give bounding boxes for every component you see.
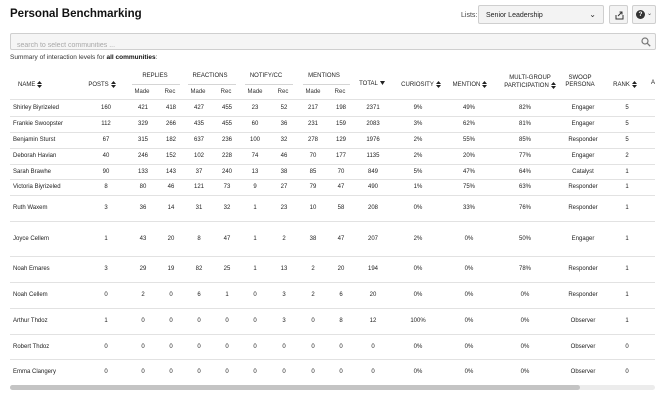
cell-multigroup: 64%	[518, 169, 531, 175]
cell-multigroup: 0%	[520, 369, 530, 375]
cell-rea-made: 0	[197, 318, 201, 324]
group-divider-reactions	[188, 84, 236, 85]
cell-not-rec: 2	[282, 236, 286, 242]
cell-total: 20	[369, 292, 377, 298]
table-row[interactable]	[10, 116, 655, 132]
cell-rep-rec: 0	[169, 292, 173, 298]
cell-rep-rec: 182	[165, 137, 176, 143]
cell-men-made: 0	[311, 318, 315, 324]
cell-men-rec: 0	[339, 369, 343, 375]
export-button[interactable]	[609, 5, 628, 24]
cell-multigroup: 0%	[520, 344, 530, 350]
search-input[interactable]	[11, 38, 611, 53]
cell-rea-rec: 0	[225, 344, 229, 350]
cell-not-rec: 32	[280, 137, 288, 143]
table-row[interactable]	[10, 334, 655, 359]
cell-multigroup: 63%	[518, 184, 531, 190]
cell-mention: 0%	[464, 236, 474, 242]
cell-rep-made: 315	[137, 137, 148, 143]
cell-persona: Responder	[568, 266, 598, 272]
cell-curiosity: 9%	[413, 105, 423, 111]
cell-men-made: 70	[309, 153, 317, 159]
cell-rea-rec: 47	[223, 236, 231, 242]
cell-multigroup: 85%	[518, 137, 531, 143]
cell-mention: 55%	[462, 137, 475, 143]
help-button[interactable]	[632, 5, 656, 24]
cell-rea-rec: 0	[225, 369, 229, 375]
cell-curiosity: 2%	[413, 137, 423, 143]
cell-rea-made: 0	[197, 344, 201, 350]
export-icon	[615, 11, 624, 20]
cell-men-made: 10	[309, 205, 317, 211]
cell-rea-made: 37	[195, 169, 203, 175]
column-header-total-text: TOTAL	[359, 81, 378, 87]
search-icon[interactable]	[641, 37, 651, 47]
cell-name: Ruth Waxem	[13, 205, 48, 211]
subheader-replies-made: Made	[134, 89, 150, 95]
cell-persona: Responder	[568, 205, 598, 211]
subheader-mentions-rec: Rec	[334, 89, 346, 95]
cell-posts: 90	[102, 169, 110, 175]
cell-rep-made: 36	[139, 205, 147, 211]
cell-curiosity: 0%	[413, 369, 423, 375]
cell-rea-made: 31	[195, 205, 203, 211]
column-header-replies	[130, 73, 180, 80]
cell-name: Noah Emares	[13, 266, 50, 272]
sort-icon[interactable]	[632, 81, 637, 88]
cell-not-rec: 3	[282, 292, 286, 298]
cell-rea-rec: 32	[223, 205, 231, 211]
cell-men-rec: 70	[337, 169, 345, 175]
cell-not-made: 1	[253, 205, 257, 211]
cell-rep-made: 329	[137, 121, 148, 127]
cell-persona: Engager	[571, 121, 595, 127]
cell-not-made: 9	[253, 184, 257, 190]
cell-mention: 47%	[462, 169, 475, 175]
cell-rea-made: 427	[193, 105, 204, 111]
cell-rank: 1	[625, 184, 629, 190]
subheader-notify-made: Made	[247, 89, 263, 95]
cell-rank: 5	[625, 121, 629, 127]
cell-rep-rec: 19	[167, 266, 175, 272]
cell-rea-made: 121	[193, 184, 204, 190]
cell-rep-rec: 143	[165, 169, 176, 175]
group-divider-replies	[132, 84, 180, 85]
chevron-down-icon: ⌄	[589, 10, 596, 19]
cell-name: Emma Clangery	[13, 369, 57, 375]
column-header-swoop-line1: SWOOP	[568, 75, 592, 81]
cell-mention: 75%	[462, 184, 475, 190]
cell-not-rec: 0	[282, 369, 286, 375]
cell-rep-rec: 0	[169, 318, 173, 324]
cell-not-rec: 46	[280, 153, 288, 159]
cell-curiosity: 0%	[413, 205, 423, 211]
table-row[interactable]	[10, 99, 655, 116]
cell-not-rec: 13	[280, 266, 288, 272]
cell-men-rec: 58	[337, 205, 345, 211]
cell-rep-rec: 152	[165, 153, 176, 159]
cell-not-made: 60	[251, 121, 259, 127]
cell-posts: 8	[104, 184, 108, 190]
cell-not-made: 0	[253, 292, 257, 298]
summary-text: Summary of interaction levels for all communities:	[10, 54, 158, 61]
cell-not-rec: 27	[280, 184, 288, 190]
cell-curiosity: 3%	[413, 121, 423, 127]
cell-posts: 112	[101, 121, 111, 127]
cell-total: 2083	[366, 121, 380, 127]
column-header-reactions-text: REACTIONS	[192, 73, 228, 79]
cell-rea-made: 435	[193, 121, 204, 127]
column-header-posts[interactable]	[82, 81, 122, 89]
cell-not-made: 0	[253, 369, 257, 375]
cell-not-made: 0	[253, 318, 257, 324]
cell-rep-made: 2	[141, 292, 145, 298]
cell-curiosity: 0%	[413, 344, 423, 350]
cell-persona: Observer	[570, 344, 596, 350]
table-row[interactable]	[10, 179, 655, 195]
cell-persona: Responder	[568, 292, 598, 298]
cell-mention: 0%	[464, 344, 474, 350]
subheader-reactions-rec: Rec	[220, 89, 232, 95]
cell-mention: 62%	[462, 121, 475, 127]
column-header-more-text: A	[650, 80, 655, 86]
cell-rea-rec: 240	[221, 169, 232, 175]
cell-name: Benjamin Sturst	[13, 137, 56, 143]
cell-multigroup: 50%	[518, 236, 531, 242]
cell-total: 2371	[366, 105, 380, 111]
cell-men-rec: 8	[339, 318, 343, 324]
column-header-posts-text: POSTS	[88, 82, 109, 89]
cell-rank: 1	[625, 169, 629, 175]
cell-not-made: 1	[253, 266, 257, 272]
lists-label: Lists:	[461, 12, 478, 19]
column-header-mentions	[299, 73, 349, 80]
sort-icon[interactable]	[37, 81, 42, 88]
cell-men-made: 231	[307, 121, 318, 127]
table-row[interactable]	[10, 164, 655, 179]
column-header-name[interactable]	[18, 81, 58, 89]
cell-rep-rec: 20	[167, 236, 175, 242]
cell-name: Robert Thdoz	[13, 344, 50, 350]
subheader-replies-rec: Rec	[164, 89, 176, 95]
cell-rep-rec: 418	[165, 105, 176, 111]
cell-rea-rec: 73	[223, 184, 231, 190]
cell-rep-made: 0	[141, 369, 145, 375]
cell-posts: 1	[104, 318, 108, 324]
cell-rep-rec: 0	[169, 344, 173, 350]
table-row[interactable]	[10, 148, 655, 164]
cell-rank: 1	[625, 318, 629, 324]
table-row[interactable]	[10, 132, 655, 148]
cell-curiosity: 2%	[413, 236, 423, 242]
column-header-curiosity[interactable]	[396, 81, 446, 89]
page-title: Personal Benchmarking	[10, 8, 142, 20]
cell-persona: Engager	[571, 105, 595, 111]
cell-not-rec: 38	[280, 169, 288, 175]
cell-posts: 67	[102, 137, 110, 143]
cell-rank: 5	[625, 105, 629, 111]
cell-rea-rec: 228	[221, 153, 232, 159]
cell-rep-made: 0	[141, 318, 145, 324]
cell-men-made: 217	[307, 105, 318, 111]
cell-mention: 0%	[464, 266, 474, 272]
cell-rep-made: 43	[139, 236, 147, 242]
cell-mention: 0%	[464, 369, 474, 375]
sort-desc-icon[interactable]	[380, 81, 385, 85]
cell-posts: 160	[100, 105, 111, 111]
cell-rea-made: 637	[193, 137, 204, 143]
cell-rea-rec: 25	[223, 266, 231, 272]
cell-curiosity: 0%	[413, 292, 423, 298]
cell-not-made: 1	[253, 236, 257, 242]
cell-curiosity: 0%	[413, 266, 423, 272]
cell-men-made: 0	[311, 369, 315, 375]
column-header-swoop	[555, 75, 605, 89]
cell-total: 0	[371, 369, 375, 375]
column-header-mention[interactable]	[445, 81, 495, 89]
lists-dropdown[interactable]	[478, 5, 604, 24]
cell-name: Arthur Thdoz	[13, 318, 48, 324]
column-header-mention-text: MENTION	[452, 82, 481, 89]
cell-posts: 0	[104, 344, 108, 350]
cell-multigroup: 0%	[520, 292, 530, 298]
cell-not-rec: 23	[280, 205, 288, 211]
cell-name: Sarah Brawhe	[13, 169, 52, 175]
cell-total: 0	[371, 344, 375, 350]
cell-rea-rec: 455	[221, 121, 232, 127]
table-row[interactable]	[10, 308, 655, 334]
cell-posts: 1	[104, 236, 108, 242]
cell-multigroup: 81%	[518, 121, 531, 127]
cell-rep-made: 133	[137, 169, 148, 175]
table-row[interactable]	[10, 282, 655, 308]
cell-men-made: 38	[309, 236, 317, 242]
cell-not-rec: 3	[282, 318, 286, 324]
cell-men-rec: 177	[335, 153, 346, 159]
cell-persona: Catalyst	[572, 169, 594, 175]
table-row[interactable]	[10, 195, 655, 221]
lists-selected-value: Senior Leadership	[486, 12, 543, 19]
cell-not-made: 13	[251, 169, 259, 175]
cell-rea-made: 82	[195, 266, 203, 272]
cell-rep-rec: 14	[167, 205, 175, 211]
cell-men-rec: 6	[339, 292, 343, 298]
cell-mention: 20%	[462, 153, 475, 159]
sort-icon[interactable]	[436, 81, 441, 88]
subheader-reactions-made: Made	[190, 89, 206, 95]
cell-not-made: 74	[251, 153, 259, 159]
subheader-notify-rec: Rec	[277, 89, 289, 95]
cell-men-rec: 129	[335, 137, 346, 143]
cell-name: Shirley Biyrizeled	[13, 105, 60, 111]
cell-curiosity: 5%	[413, 169, 423, 175]
cell-total: 490	[367, 184, 378, 190]
cell-rep-made: 421	[137, 105, 148, 111]
cell-multigroup: 77%	[518, 153, 531, 159]
column-header-name-text: NAME	[18, 82, 36, 89]
table-row[interactable]	[10, 256, 655, 282]
cell-rank: 1	[625, 205, 629, 211]
cell-persona: Engager	[571, 153, 595, 159]
cell-persona: Responder	[568, 137, 598, 143]
column-header-multigroup-line1: MULTI-GROUP	[509, 75, 551, 81]
sort-icon[interactable]	[111, 81, 116, 88]
column-header-swoop-text: PERSONA	[565, 82, 595, 88]
cell-mention: 33%	[462, 205, 475, 211]
cell-total: 194	[367, 266, 378, 272]
column-header-more	[648, 80, 658, 87]
cell-total: 849	[367, 169, 378, 175]
cell-mention: 0%	[464, 292, 474, 298]
cell-curiosity: 1%	[413, 184, 423, 190]
cell-persona: Observer	[570, 369, 596, 375]
cell-rea-made: 0	[197, 369, 201, 375]
group-divider-mentions	[303, 84, 350, 85]
cell-rank: 1	[625, 236, 629, 242]
cell-mention: 49%	[462, 105, 475, 111]
cell-rea-rec: 236	[221, 137, 232, 143]
sort-icon[interactable]	[482, 81, 487, 88]
table-row[interactable]	[10, 359, 655, 384]
cell-not-made: 23	[251, 105, 259, 111]
cell-name: Noah Cellem	[13, 292, 48, 298]
cell-rea-rec: 0	[225, 318, 229, 324]
cell-total: 12	[369, 318, 377, 324]
community-search	[10, 33, 656, 50]
cell-men-rec: 0	[339, 344, 343, 350]
cell-men-made: 278	[307, 137, 318, 143]
column-header-mentions-text: MENTIONS	[308, 73, 340, 79]
cell-rank: 2	[625, 153, 629, 159]
cell-not-rec: 52	[280, 105, 288, 111]
cell-name: Joyce Cellem	[13, 236, 50, 242]
group-divider-notify	[245, 84, 293, 85]
column-header-replies-text: REPLIES	[142, 73, 168, 79]
column-header-multigroup-text: PARTICIPATION	[504, 83, 549, 90]
cell-posts: 40	[102, 153, 110, 159]
cell-rank: 0	[625, 344, 629, 350]
subheader-mentions-made: Made	[305, 89, 321, 95]
cell-rank: 1	[625, 292, 629, 298]
cell-men-made: 2	[311, 266, 315, 272]
cell-rep-made: 80	[139, 184, 147, 190]
cell-rank: 1	[625, 266, 629, 272]
cell-curiosity: 100%	[410, 318, 426, 324]
cell-mention: 0%	[464, 318, 474, 324]
cell-posts: 3	[104, 205, 108, 211]
cell-men-rec: 20	[337, 266, 345, 272]
cell-total: 1976	[366, 137, 380, 143]
cell-rank: 0	[625, 369, 629, 375]
cell-men-rec: 159	[335, 121, 346, 127]
cell-posts: 3	[104, 266, 108, 272]
cell-men-rec: 47	[337, 236, 345, 242]
cell-rep-made: 29	[139, 266, 147, 272]
table-row[interactable]	[10, 221, 655, 256]
cell-rank: 5	[625, 137, 629, 143]
cell-total: 207	[367, 236, 378, 242]
cell-rep-made: 246	[137, 153, 148, 159]
cell-multigroup: 82%	[518, 105, 531, 111]
cell-men-rec: 198	[335, 105, 346, 111]
help-icon: ?	[636, 10, 645, 19]
column-header-rank-text: RANK	[613, 82, 630, 89]
cell-rea-made: 102	[193, 153, 204, 159]
cell-posts: 0	[104, 369, 108, 375]
column-header-notify-text: NOTIFY/CC	[249, 73, 283, 79]
cell-multigroup: 78%	[518, 266, 531, 272]
cell-total: 208	[367, 205, 378, 211]
cell-rea-made: 8	[197, 236, 201, 242]
cell-rea-rec: 455	[221, 105, 232, 111]
cell-persona: Responder	[568, 184, 598, 190]
cell-rep-rec: 0	[169, 369, 173, 375]
cell-rea-rec: 1	[225, 292, 229, 298]
cell-not-rec: 36	[280, 121, 288, 127]
cell-men-rec: 47	[337, 184, 345, 190]
cell-not-made: 0	[253, 344, 257, 350]
cell-rep-rec: 266	[165, 121, 176, 127]
horizontal-scrollbar[interactable]	[10, 385, 655, 390]
cell-men-made: 2	[311, 292, 315, 298]
column-header-rank[interactable]	[610, 81, 640, 89]
cell-posts: 0	[104, 292, 108, 298]
cell-multigroup: 76%	[518, 205, 531, 211]
cell-men-made: 79	[309, 184, 317, 190]
cell-men-made: 85	[309, 169, 317, 175]
column-header-swoop-line2	[555, 82, 605, 89]
column-header-total[interactable]	[352, 81, 392, 88]
cell-name: Frankie Swoopster	[13, 121, 64, 127]
cell-rea-made: 6	[197, 292, 201, 298]
column-header-reactions	[185, 73, 235, 80]
cell-multigroup: 0%	[520, 318, 530, 324]
scrollbar-thumb[interactable]	[10, 385, 580, 390]
cell-persona: Observer	[570, 318, 596, 324]
cell-total: 1135	[366, 153, 380, 159]
cell-not-rec: 0	[282, 344, 286, 350]
cell-name: Deborah Havian	[13, 153, 57, 159]
cell-men-made: 0	[311, 344, 315, 350]
cell-not-made: 100	[249, 137, 260, 143]
cell-name: Victoria Biyrizeled	[13, 184, 61, 190]
cell-rep-made: 0	[141, 344, 145, 350]
cell-rep-rec: 46	[167, 184, 175, 190]
column-header-notify	[241, 73, 291, 80]
chevron-down-icon: ⌄	[647, 11, 653, 17]
column-header-curiosity-text: CURIOSITY	[401, 82, 434, 89]
cell-curiosity: 2%	[413, 153, 423, 159]
cell-persona: Engager	[571, 236, 595, 242]
